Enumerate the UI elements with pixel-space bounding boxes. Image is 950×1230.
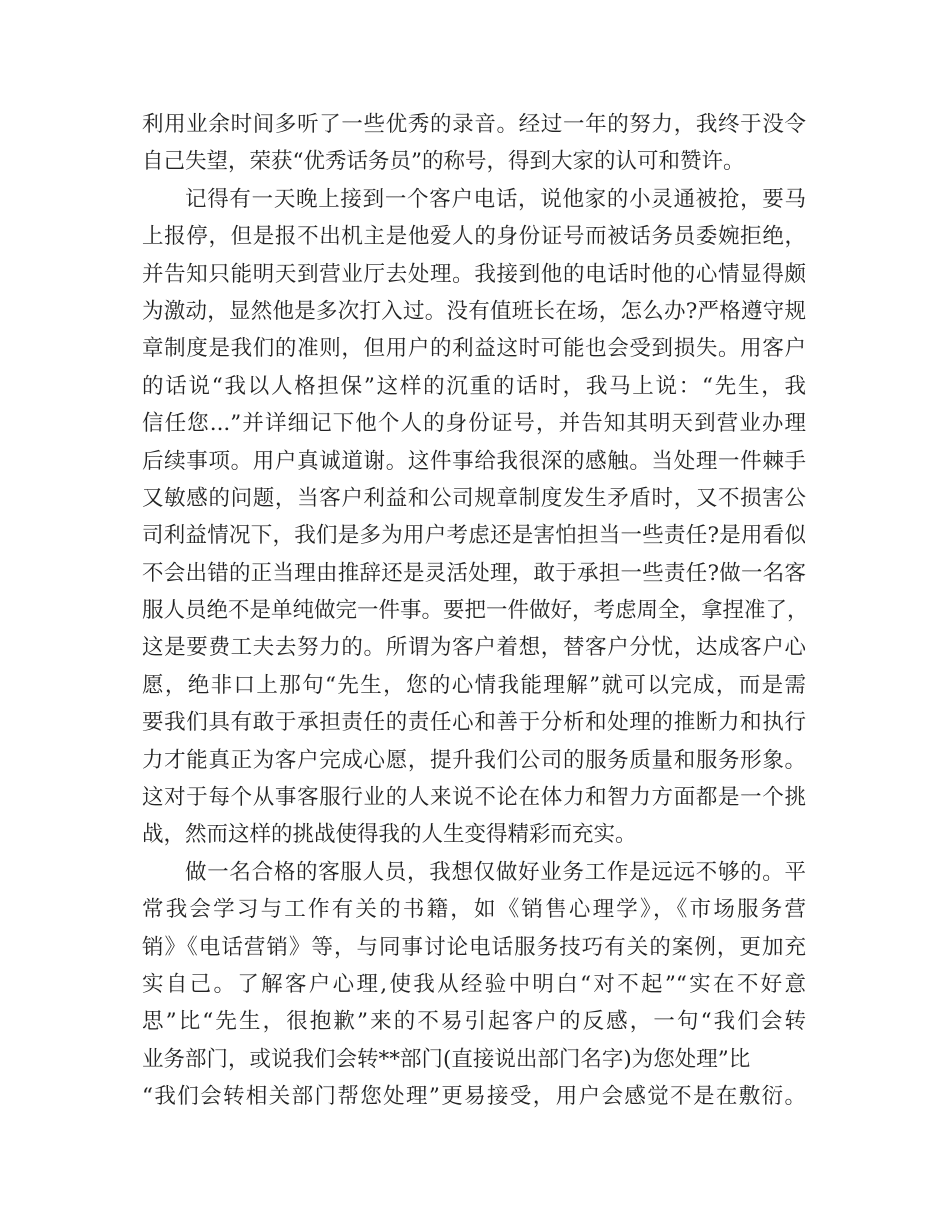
text-line: 力才能真正为客户完成心愿，提升我们公司的服务质量和服务形象。 [142,747,806,773]
text-line: 这对于每个从事客服行业的人来说不论在体力和智力方面都是一个挑 [142,785,806,811]
text-line: 常我会学习与工作有关的书籍，如《销售心理学》，《市场服务营 [142,897,806,923]
text-line: 战，然而这样的挑战使得我的人生变得精彩而充实。 [142,822,637,848]
text-line: 记得有一天晚上接到一个客户电话，说他家的小灵通被抢，要马 [185,186,806,212]
paragraph-2 [142,181,809,854]
text-line: 做一名合格的客服人员，我想仅做好业务工作是远远不够的。平 [185,859,806,885]
document-body [142,106,809,1116]
text-line: 后续事项。用户真诚道谢。这件事给我很深的感触。当处理一件棘手 [142,448,806,474]
text-line: 实自己。了解客户心理,使我从经验中明白“对不起”“实在不好意 [142,971,806,997]
text-line: 服人员绝不是单纯做完一件事。要把一件做好，考虑周全，拿捏准了， [142,598,809,624]
text-line: 要我们具有敢于承担责任的责任心和善于分析和处理的推断力和执行 [142,710,806,736]
paragraph-1 [142,106,806,181]
text-line: 并告知只能明天到营业厅去处理。我接到他的电话时他的心情显得颇 [142,261,806,287]
text-line: 自己失望，荣获“优秀话务员”的称号，得到大家的认可和赞许。 [142,149,745,175]
text-line: 销》《电话营销》等，与同事讨论电话服务技巧有关的案例，更加充 [142,934,806,960]
text-line: 不会出错的正当理由推辞还是灵活处理，敢于承担一些责任?做一名客 [142,560,806,586]
text-line: 为激动，显然他是多次打入过。没有值班长在场，怎么办?严格遵守规 [142,298,806,324]
text-line: 章制度是我们的准则，但用户的利益这时可能也会受到损失。用客户 [142,336,806,362]
text-line: 又敏感的问题，当客户利益和公司规章制度发生矛盾时，又不损害公 [142,485,806,511]
text-line: 信任您...”并详细记下他个人的身份证号，并告知其明天到营业办理 [142,411,806,437]
text-line: 司利益情况下，我们是多为用户考虑还是害怕担当一些责任?是用看似 [142,523,806,549]
text-line: “我们会转相关部门帮您处理”更易接受，用户会感觉不是在敷衍。 [142,1084,806,1110]
text-line: 业务部门，或说我们会转**部门(直接说出部门名字)为您处理”比 [142,1046,751,1072]
text-line: 上报停，但是报不出机主是他爱人的身份证号而被话务员委婉拒绝， [142,224,806,250]
paragraph-3 [142,854,806,1116]
text-line: 利用业余时间多听了一些优秀的录音。经过一年的努力，我终于没令 [142,112,806,137]
text-line: 这是要费工夫去努力的。所谓为客户着想，替客户分忧，达成客户心 [142,635,806,661]
text-line: 愿，绝非口上那句“先生，您的心情我能理解”就可以完成，而是需 [142,672,806,698]
text-line: 思”比“先生，很抱歉”来的不易引起客户的反感，一句“我们会转 [142,1009,806,1035]
text-line: 的话说“我以人格担保”这样的沉重的话时，我马上说：“先生，我 [142,373,806,399]
